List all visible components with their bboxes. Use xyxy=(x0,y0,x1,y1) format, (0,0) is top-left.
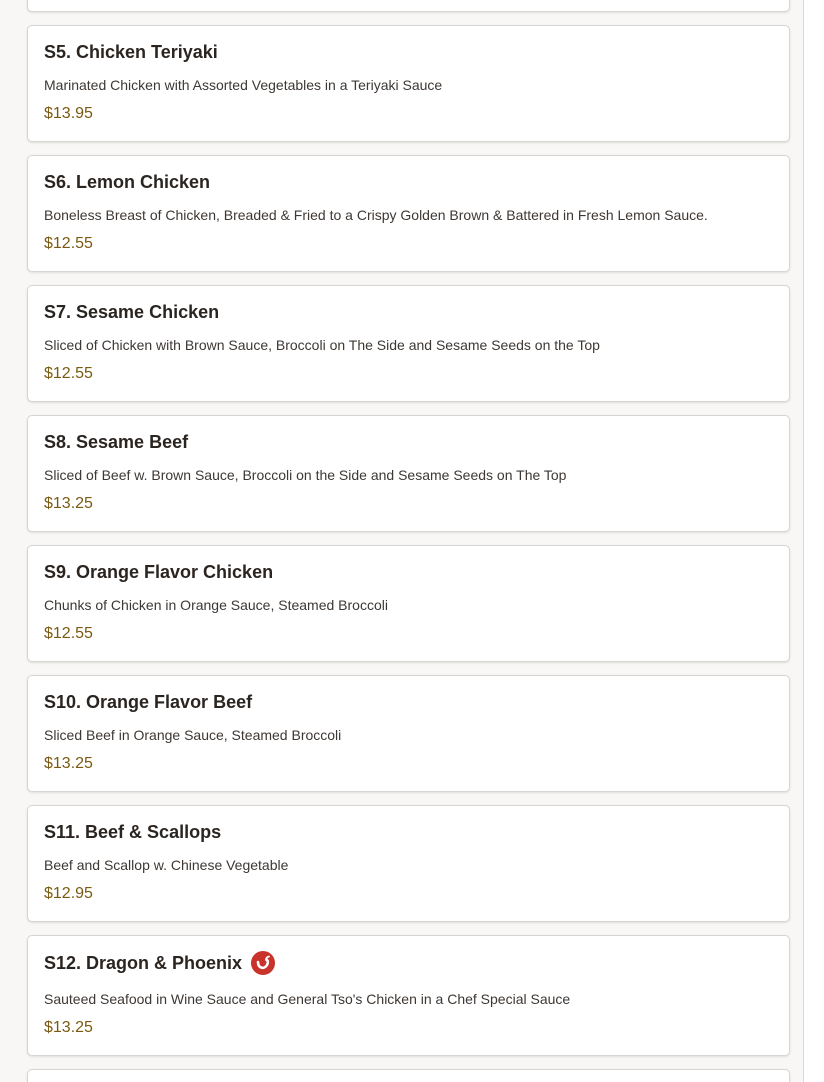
menu-item-card[interactable] xyxy=(27,285,790,402)
menu-item-title: S11. Beef & Scallops xyxy=(44,821,222,842)
menu-item-title: S9. Orange Flavor Chicken xyxy=(44,561,274,582)
menu-item-title: S10. Orange Flavor Beef xyxy=(44,691,253,712)
menu-item-card[interactable] xyxy=(27,675,790,792)
menu-item-description: Sauteed Seafood in Wine Sauce and General Tso's Chicken in a Chef Special Sauce xyxy=(44,991,571,1007)
menu-item-price: $12.55 xyxy=(44,235,93,252)
menu-item-description: Sliced Beef in Orange Sauce, Steamed Broccoli xyxy=(44,727,342,743)
menu-item-title: S8. Sesame Beef xyxy=(44,431,189,452)
menu-item-card[interactable] xyxy=(27,805,790,922)
menu-item-price: $12.95 xyxy=(44,885,93,902)
menu-item-description: Beef and Scallop w. Chinese Vegetable xyxy=(44,857,289,873)
menu-item-title: S5. Chicken Teriyaki xyxy=(44,41,218,62)
menu-item-title: S6. Lemon Chicken xyxy=(44,171,211,192)
menu-item-description: Sliced of Chicken with Brown Sauce, Broccoli on The Side and Sesame Seeds on the Top xyxy=(44,337,600,353)
menu-item-title: S7. Sesame Chicken xyxy=(44,301,220,322)
menu-item-price: $13.95 xyxy=(44,105,93,122)
menu-item-price: $13.25 xyxy=(44,1019,93,1036)
menu-item-description: Sliced of Beef w. Brown Sauce, Broccoli on the Side and Sesame Seeds on The Top xyxy=(44,467,567,483)
menu-item-card[interactable] xyxy=(27,935,790,1056)
menu-item-price: $12.55 xyxy=(44,365,93,382)
menu-item-description: Chunks of Chicken in Orange Sauce, Steamed Broccoli xyxy=(44,597,388,613)
spicy-pepper-icon xyxy=(251,951,275,975)
menu-item-price: $12.55 xyxy=(44,625,93,642)
menu-item-title: S12. Dragon & Phoenix xyxy=(44,952,243,973)
menu-item-card[interactable] xyxy=(27,545,790,662)
menu-item-card[interactable] xyxy=(27,25,790,142)
menu-item-card[interactable] xyxy=(27,415,790,532)
menu-item-card-partial[interactable] xyxy=(27,1069,790,1082)
menu-item-card-partial[interactable] xyxy=(27,0,790,12)
menu-item-description: Boneless Breast of Chicken, Breaded & Fried to a Crispy Golden Brown & Battered in Fresh Lemon Sauce. xyxy=(44,207,708,223)
menu-item-description: Marinated Chicken with Assorted Vegetables in a Teriyaki Sauce xyxy=(44,77,443,93)
menu-item-price: $13.25 xyxy=(44,495,93,512)
menu-item-card[interactable] xyxy=(27,155,790,272)
menu-item-price: $13.25 xyxy=(44,755,93,772)
